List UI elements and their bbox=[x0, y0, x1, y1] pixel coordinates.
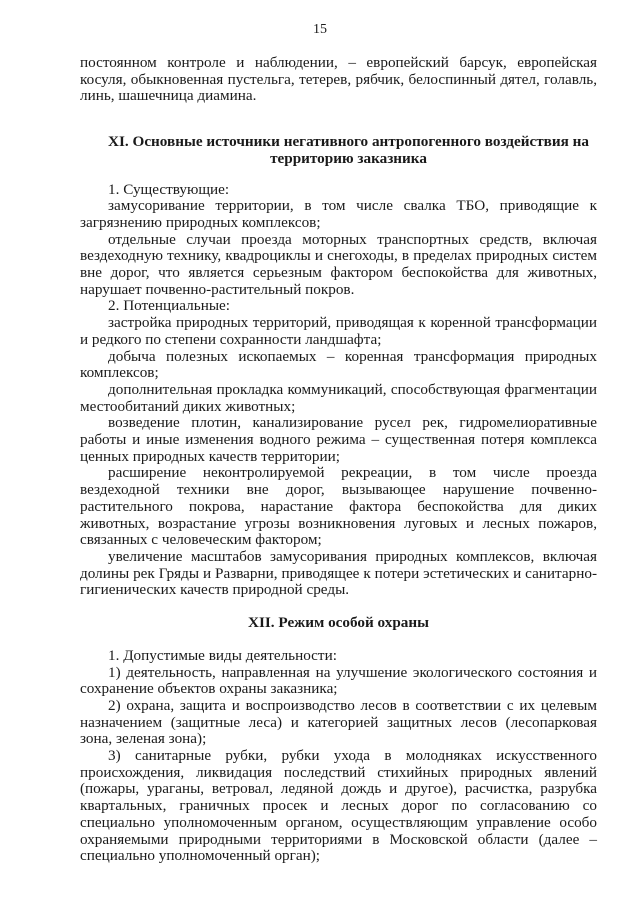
intro-paragraph: постоянном контроле и наблюдении, – европейский барсук, европейская косуля, обыкновенная пустельга, тетерев, рябчик, белоспинный дятел, голавль, линь, шашечница диамина. bbox=[80, 54, 597, 105]
potential-item: увеличение масштабов замусоривания природных комплексов, включая долины рек Гряды и Разварни, приводящее к потери эстетических и санитарно-гигиенических качеств природной среды. bbox=[80, 547, 597, 599]
allowed-item: 3) санитарные рубки, рубки ухода в молодняках искусственного происхождения, ликвидация последствий стихийных природных явлений (пожары, ураганы, ветровал, ледяной дождь и другое), расчистка, разрубка квартальных, граничных просек и лесных дорог по согласованию со специально уполномоченным органом, осуществляющим управление особо охраняемыми природными территориями в Московской области (далее – специально уполномоченный орган); bbox=[80, 747, 597, 865]
allowed-label: 1. Допустимые виды деятельности: bbox=[108, 646, 337, 664]
potential-item: застройка природных территорий, приводящая к коренной трансформации и редкого по степени сохранности ландшафта; bbox=[80, 314, 597, 348]
existing-item: отдельные случаи проезда моторных транспортных средств, включая вездеходную технику, квадроциклы и снегоходы, в пределах природных систем вне дорог, что является серьезным фактором беспокойства для животных, нарушает почвенно-растительный покров. bbox=[80, 230, 597, 298]
section-11-title: XI. Основные источники негативного антропогенного воздействия на территорию заказника bbox=[108, 133, 589, 167]
allowed-item: 1) деятельность, направленная на улучшение экологического состояния и сохранение объектов охраны заказника; bbox=[80, 663, 597, 698]
page-number: 15 bbox=[313, 22, 327, 37]
existing-item: замусоривание территории, в том числе свалка ТБО, приводящие к загрязнению природных комплексов; bbox=[80, 197, 597, 231]
existing-label: 1. Существующие: bbox=[108, 180, 230, 198]
potential-label: 2. Потенциальные: bbox=[108, 297, 230, 315]
section-12-title: XII. Режим особой охраны bbox=[247, 614, 430, 632]
potential-item: возведение плотин, канализирование русел рек, гидромелиоративные работы и иные изменения водного режима – существенная потеря комплекса ценных природных качеств территории; bbox=[80, 414, 597, 465]
allowed-item: 2) охрана, защита и воспроизводство лесов в соответствии с их целевым назначением (защитные леса) и категорией защитных лесов (лесопарковая зона, зеленая зона); bbox=[80, 696, 597, 748]
potential-item: дополнительная прокладка коммуникаций, способствующая фрагментации местообитаний диких животных; bbox=[80, 380, 597, 415]
page-content bbox=[80, 55, 597, 865]
potential-item: добыча полезных ископаемых – коренная трансформация природных комплексов; bbox=[80, 347, 597, 382]
potential-item: расширение неконтролируемой рекреации, в том числе проезда вездеходной техники вне дорог, вызывающее нарушение почвенно-растительного покрова, нарастание фактора беспокойства для диких животных, возрастание угрозы возникновения луговых и лесных пожаров, связанных с человеческим фактором; bbox=[80, 464, 597, 549]
